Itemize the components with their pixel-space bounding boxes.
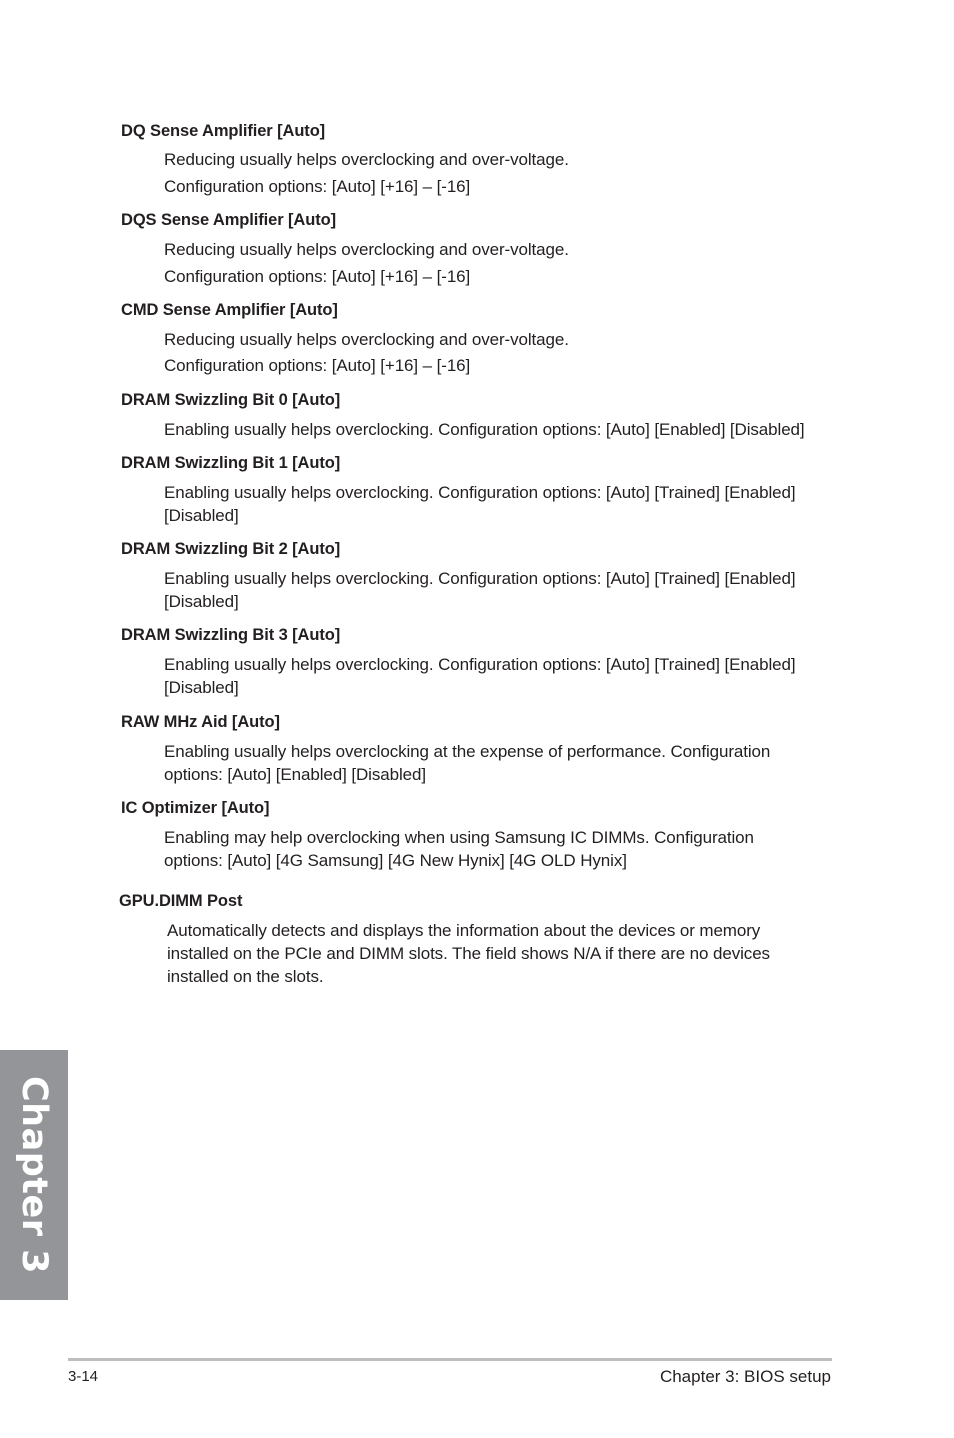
item-description: Configuration options: [Auto] [+16] – [-16] <box>164 267 471 286</box>
footer-chapter-title: Chapter 3: BIOS setup <box>659 1367 831 1386</box>
item-description: Configuration options: [Auto] [+16] – [-16] <box>164 356 471 375</box>
item-description: Reducing usually helps overclocking and over-voltage. <box>164 240 569 259</box>
footer-divider <box>68 1358 832 1361</box>
item-title: DRAM Swizzling Bit 1 [Auto] <box>121 454 341 472</box>
item-title: IC Optimizer [Auto] <box>121 799 270 817</box>
chapter-side-tab <box>0 1050 68 1300</box>
item-title: DRAM Swizzling Bit 0 [Auto] <box>121 391 341 409</box>
item-title: DQS Sense Amplifier [Auto] <box>121 211 336 229</box>
item-description: installed on the PCIe and DIMM slots. The field shows N/A if there are no devices <box>167 944 770 963</box>
item-description: installed on the slots. <box>167 967 324 986</box>
item-title: DRAM Swizzling Bit 3 [Auto] <box>121 626 341 644</box>
item-description: Reducing usually helps overclocking and over-voltage. <box>164 330 569 349</box>
item-description: Automatically detects and displays the information about the devices or memory <box>167 921 761 940</box>
item-description: Enabling usually helps overclocking at the expense of performance. Configuration <box>164 742 771 761</box>
item-title: CMD Sense Amplifier [Auto] <box>121 301 338 319</box>
item-description: Enabling usually helps overclocking. Configuration options: [Auto] [Trained] [Enabled] <box>164 655 796 674</box>
page-number: 3-14 <box>68 1368 99 1385</box>
item-description: [Disabled] <box>164 506 239 525</box>
chapter-tab-label: Chapter 3 <box>14 1075 54 1275</box>
item-description: Enabling usually helps overclocking. Configuration options: [Auto] [Trained] [Enabled] <box>164 569 796 588</box>
item-description: [Disabled] <box>164 592 239 611</box>
item-description: options: [Auto] [4G Samsung] [4G New Hynix] [4G OLD Hynix] <box>164 851 627 870</box>
item-description: options: [Auto] [Enabled] [Disabled] <box>164 765 426 784</box>
item-title: DQ Sense Amplifier [Auto] <box>121 122 326 140</box>
item-title: DRAM Swizzling Bit 2 [Auto] <box>121 540 341 558</box>
item-description: Enabling usually helps overclocking. Configuration options: [Auto] [Enabled] [Disabled] <box>164 420 805 439</box>
item-title: RAW MHz Aid [Auto] <box>121 713 280 731</box>
item-description: Enabling may help overclocking when using Samsung IC DIMMs. Configuration <box>164 828 754 847</box>
item-description: [Disabled] <box>164 678 239 697</box>
item-description: Configuration options: [Auto] [+16] – [-16] <box>164 177 471 196</box>
item-description: Enabling usually helps overclocking. Configuration options: [Auto] [Trained] [Enabled] <box>164 483 796 502</box>
item-title: GPU.DIMM Post <box>119 892 243 910</box>
item-description: Reducing usually helps overclocking and over-voltage. <box>164 150 569 169</box>
